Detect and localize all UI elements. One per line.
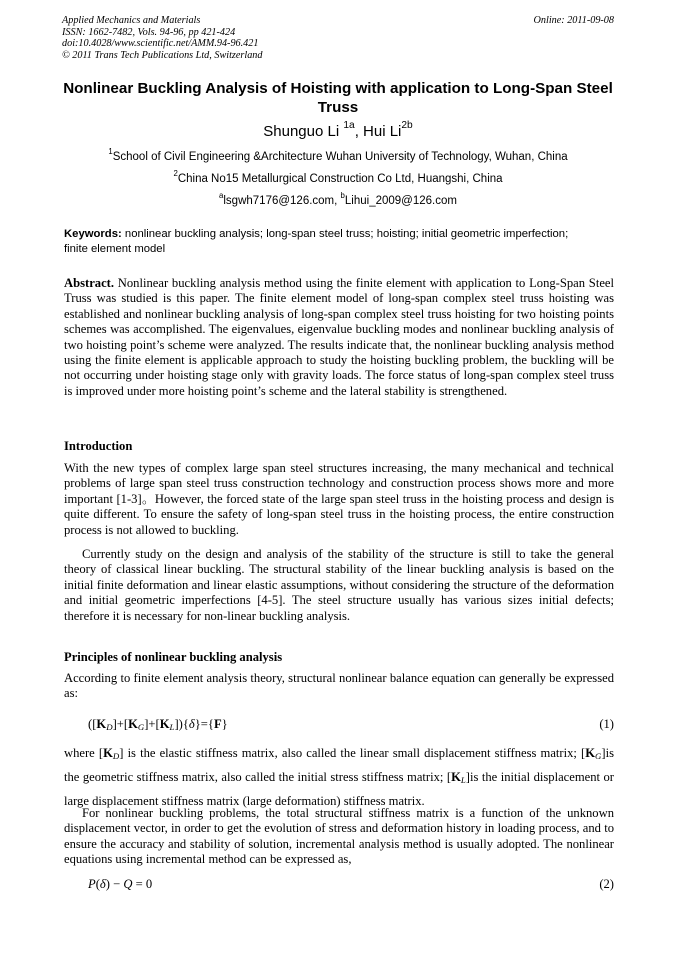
- author-name: Shunguo Li: [263, 123, 340, 140]
- equation-2: [88, 874, 614, 894]
- principles-paragraph-2: For nonlinear buckling problems, the total structural stiffness matrix is a function of the unknown displacement vector, in order to get the evolution of stress and deformation history in loading process, and to ensure the accuracy and stability of solution, incremental analysis method is usually adopted. The nonlinear equations using incremental method can be expressed as,: [64, 806, 614, 867]
- online-date: Online: 2011-09-08: [533, 15, 614, 26]
- principles-paragraph-1: According to finite element analysis theory, structural nonlinear balance equation can generally be expressed as:: [64, 671, 614, 701]
- affiliation-2: $^2$China No15 Metallurgical Construction Co Ltd, Huangshi, China: [173, 169, 503, 185]
- abstract-label: Abstract.: [64, 276, 115, 290]
- section-heading-principles: Principles of nonlinear buckling analysis: [64, 650, 283, 664]
- equation-number: (1): [599, 717, 614, 731]
- intro-paragraph-1: With the new types of complex large span steel structures increasing, the many mechanical and technical problems of large span steel truss construction technology and construction process shows more and more important [1-3]。However, the forced state of the large span steel truss in the hoisting process and design is quite different. To ensure the safety of long-span steel truss in the hoisting process, the entire construction process is not allowed to buckling.: [64, 461, 614, 537]
- email-link[interactable]: lsgwh7176@126.com: [223, 195, 335, 207]
- equation-number: (2): [599, 877, 614, 891]
- author-mark: 2b: [401, 120, 413, 132]
- equation-2-body: P(δ) − Q = 0: [88, 877, 153, 891]
- where-paragraph: where $[K_D]$ is the elastic stiffness matrix, also called the linear small displacement stiffness matrix; $[K_G]is$ the geometric stiffness matrix, also called the initial stress stiffness matrix; $[K_L]is$ the initial displacement or large displacement stiffness matrix (large deformation) stiffness matrix.: [64, 746, 614, 809]
- keywords-label: Keywords:: [64, 228, 122, 240]
- equation-1-body: $([K_D]+[K_G]+[K_L])\{\delta\}=\{F\}$: [88, 717, 228, 733]
- equation-1: [88, 714, 614, 734]
- intro-paragraph-2: Currently study on the design and analysis of the stability of the structure is still to take the general theory of classical linear buckling. The structural stability of the linear buckling analysis is based on the initial finite deformation and linear elastic assumptions, without considering the structure of the deformation and initial geometric imperfections [4-5]. The steel structure usually has various sizes initial defects; therefore it is necessary for non-linear buckling analysis.: [64, 547, 614, 623]
- keywords-text: nonlinear buckling analysis; long-span steel truss; hoisting; initial geometric imperfection; finite element model: [64, 228, 569, 255]
- doi-line: doi:10.4028/www.scientific.net/AMM.94-96.421: [62, 38, 259, 49]
- journal-name: Applied Mechanics and Materials: [62, 15, 201, 26]
- affiliation-1: $^1$School of Civil Engineering &Architecture Wuhan University of Technology, Wuhan, China: [108, 147, 568, 163]
- abstract: [64, 276, 614, 399]
- journal-header: [62, 15, 614, 61]
- email-link[interactable]: Lihui_2009@126.com: [344, 195, 457, 207]
- section-heading-introduction: Introduction: [64, 439, 133, 453]
- author-name: Hui Li: [363, 123, 402, 140]
- author-line: Shunguo Li $^{1a}$, Hui $Li^{2b}$: [263, 120, 413, 140]
- keywords: [64, 227, 584, 256]
- abstract-text: Nonlinear buckling analysis method using the finite element with application to Long-Span Steel Truss was studied is this paper. The finite element model of long-span complex steel truss hoisting was established and nonlinear buckling analysis of long-span complex steel truss hoisting for two hoisting points schemes was accomplished. The eigenvalues, eigenvalue buckling modes and nonlinear buckling analysis of two hoisting point’s scheme were analyzed. The results indicate that, the nonlinear buckling analysis method using the finite element is applicable approach to study the hoisting buckling problem, the buckling will be not occurring under hoisting stage only with gravity loads. The force status of long-span complex steel truss is improved under more hoisting point’s scheme and the lateral stability is strengthened.: [64, 276, 614, 398]
- author-mark: 1a: [343, 120, 355, 132]
- paper-title: Nonlinear Buckling Analysis of Hoisting with application to Long-Span Steel Truss: [63, 80, 613, 116]
- email-line: $^a$lsgwh7176@126.com, $^b$Lihui_2009@126.com: [219, 191, 457, 207]
- copyright-line: © 2011 Trans Tech Publications Ltd, Switzerland: [62, 49, 263, 61]
- issn-line: ISSN: 1662-7482, Vols. 94-96, pp 421-424: [62, 26, 236, 38]
